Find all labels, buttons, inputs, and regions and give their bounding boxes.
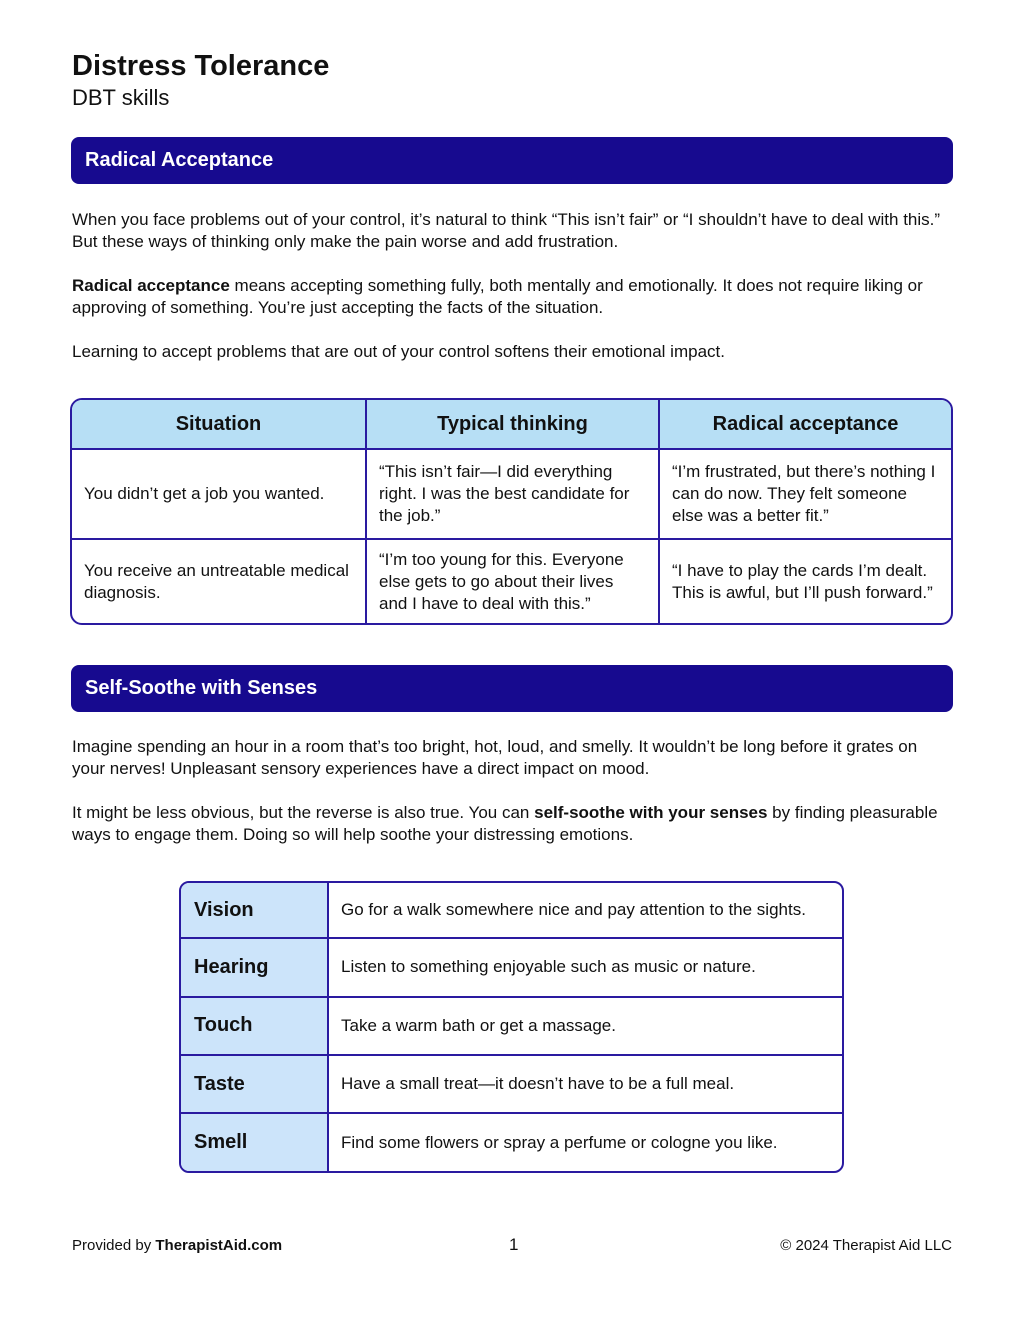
table-cell: You receive an untreatable medical diagnosis. — [84, 560, 349, 602]
radical-acceptance-definition-text: means accepting something fully, both mentally and emotionally. It does not require liking or approving of something. You’re just accepting the facts of the situation. — [72, 276, 923, 317]
col-header-typical-thinking: Typical thinking — [365, 400, 658, 450]
table-row — [72, 540, 951, 623]
footer-copyright: © 2024 Therapist Aid LLC — [780, 1237, 952, 1254]
sense-label-hearing: Hearing — [181, 937, 329, 995]
sense-label-taste: Taste — [181, 1054, 329, 1112]
table-row — [181, 1112, 842, 1171]
table-row — [181, 996, 842, 1054]
radical-acceptance-table — [70, 398, 953, 625]
sense-description: Listen to something enjoyable such as music or nature. — [329, 937, 842, 995]
senses-table — [179, 881, 844, 1173]
radical-acceptance-definition — [72, 275, 952, 319]
radical-acceptance-intro: When you face problems out of your control, it’s natural to think “This isn’t fair” or “I shouldn’t have to deal with this.” But these ways of thinking only make the pain worse and add frustration. — [72, 210, 941, 251]
self-soothe-explanation — [72, 802, 952, 846]
table-cell: “I have to play the cards I’m dealt. This is awful, but I’ll push forward.” — [658, 540, 951, 623]
table-cell: “I’m frustrated, but there’s nothing I can do now. They felt someone else was a better fit.” — [658, 450, 951, 540]
table-row — [181, 883, 842, 937]
sense-description: Take a warm bath or get a massage. — [329, 996, 842, 1054]
self-soothe-text-end: by finding pleasurable ways to engage them. Doing so will help soothe your distressing emotions. — [72, 803, 938, 844]
table-row — [181, 1054, 842, 1112]
table-row — [72, 450, 951, 540]
table-cell: “I’m too young for this. Everyone else gets to go about their lives and I have to deal with this.” — [365, 540, 658, 623]
table-cell: You didn’t get a job you wanted. — [72, 450, 365, 540]
radical-acceptance-benefit: Learning to accept problems that are out of your control softens their emotional impact. — [72, 342, 725, 361]
self-soothe-term: self-soothe with your senses — [534, 803, 768, 822]
col-header-radical-acceptance: Radical acceptance — [658, 400, 951, 450]
sense-label-vision: Vision — [181, 883, 329, 937]
self-soothe-text-start: It might be less obvious, but the reverse is also true. You can — [72, 803, 535, 822]
page-number: 1 — [509, 1235, 519, 1254]
page-title: Distress Tolerance — [72, 50, 330, 82]
table-row — [181, 937, 842, 995]
sense-description: Go for a walk somewhere nice and pay attention to the sights. — [341, 900, 806, 920]
footer-provided-label: Provided by — [72, 1237, 156, 1254]
sense-description: Have a small treat—it doesn’t have to be a full meal. — [329, 1054, 842, 1112]
section-banner-radical-acceptance: Radical Acceptance — [71, 137, 953, 184]
footer-provided-by — [72, 1237, 282, 1254]
table-cell: “This isn’t fair—I did everything right. I was the best candidate for the job.” — [365, 450, 658, 540]
sense-label-smell: Smell — [181, 1112, 329, 1171]
radical-acceptance-term: Radical acceptance — [72, 276, 230, 295]
page-subtitle: DBT skills — [72, 85, 170, 110]
section-banner-self-soothe: Self-Soothe with Senses — [71, 665, 953, 712]
footer-site-link[interactable]: TherapistAid.com — [155, 1237, 283, 1254]
sense-description: Find some flowers or spray a perfume or cologne you like. — [329, 1112, 842, 1171]
self-soothe-intro: Imagine spending an hour in a room that’s too bright, hot, loud, and smelly. It wouldn’t be long before it grates on your nerves! Unpleasant sensory experiences have a direct impact on mood. — [72, 737, 918, 778]
sense-label-touch: Touch — [181, 996, 329, 1054]
col-header-situation: Situation — [72, 400, 365, 450]
